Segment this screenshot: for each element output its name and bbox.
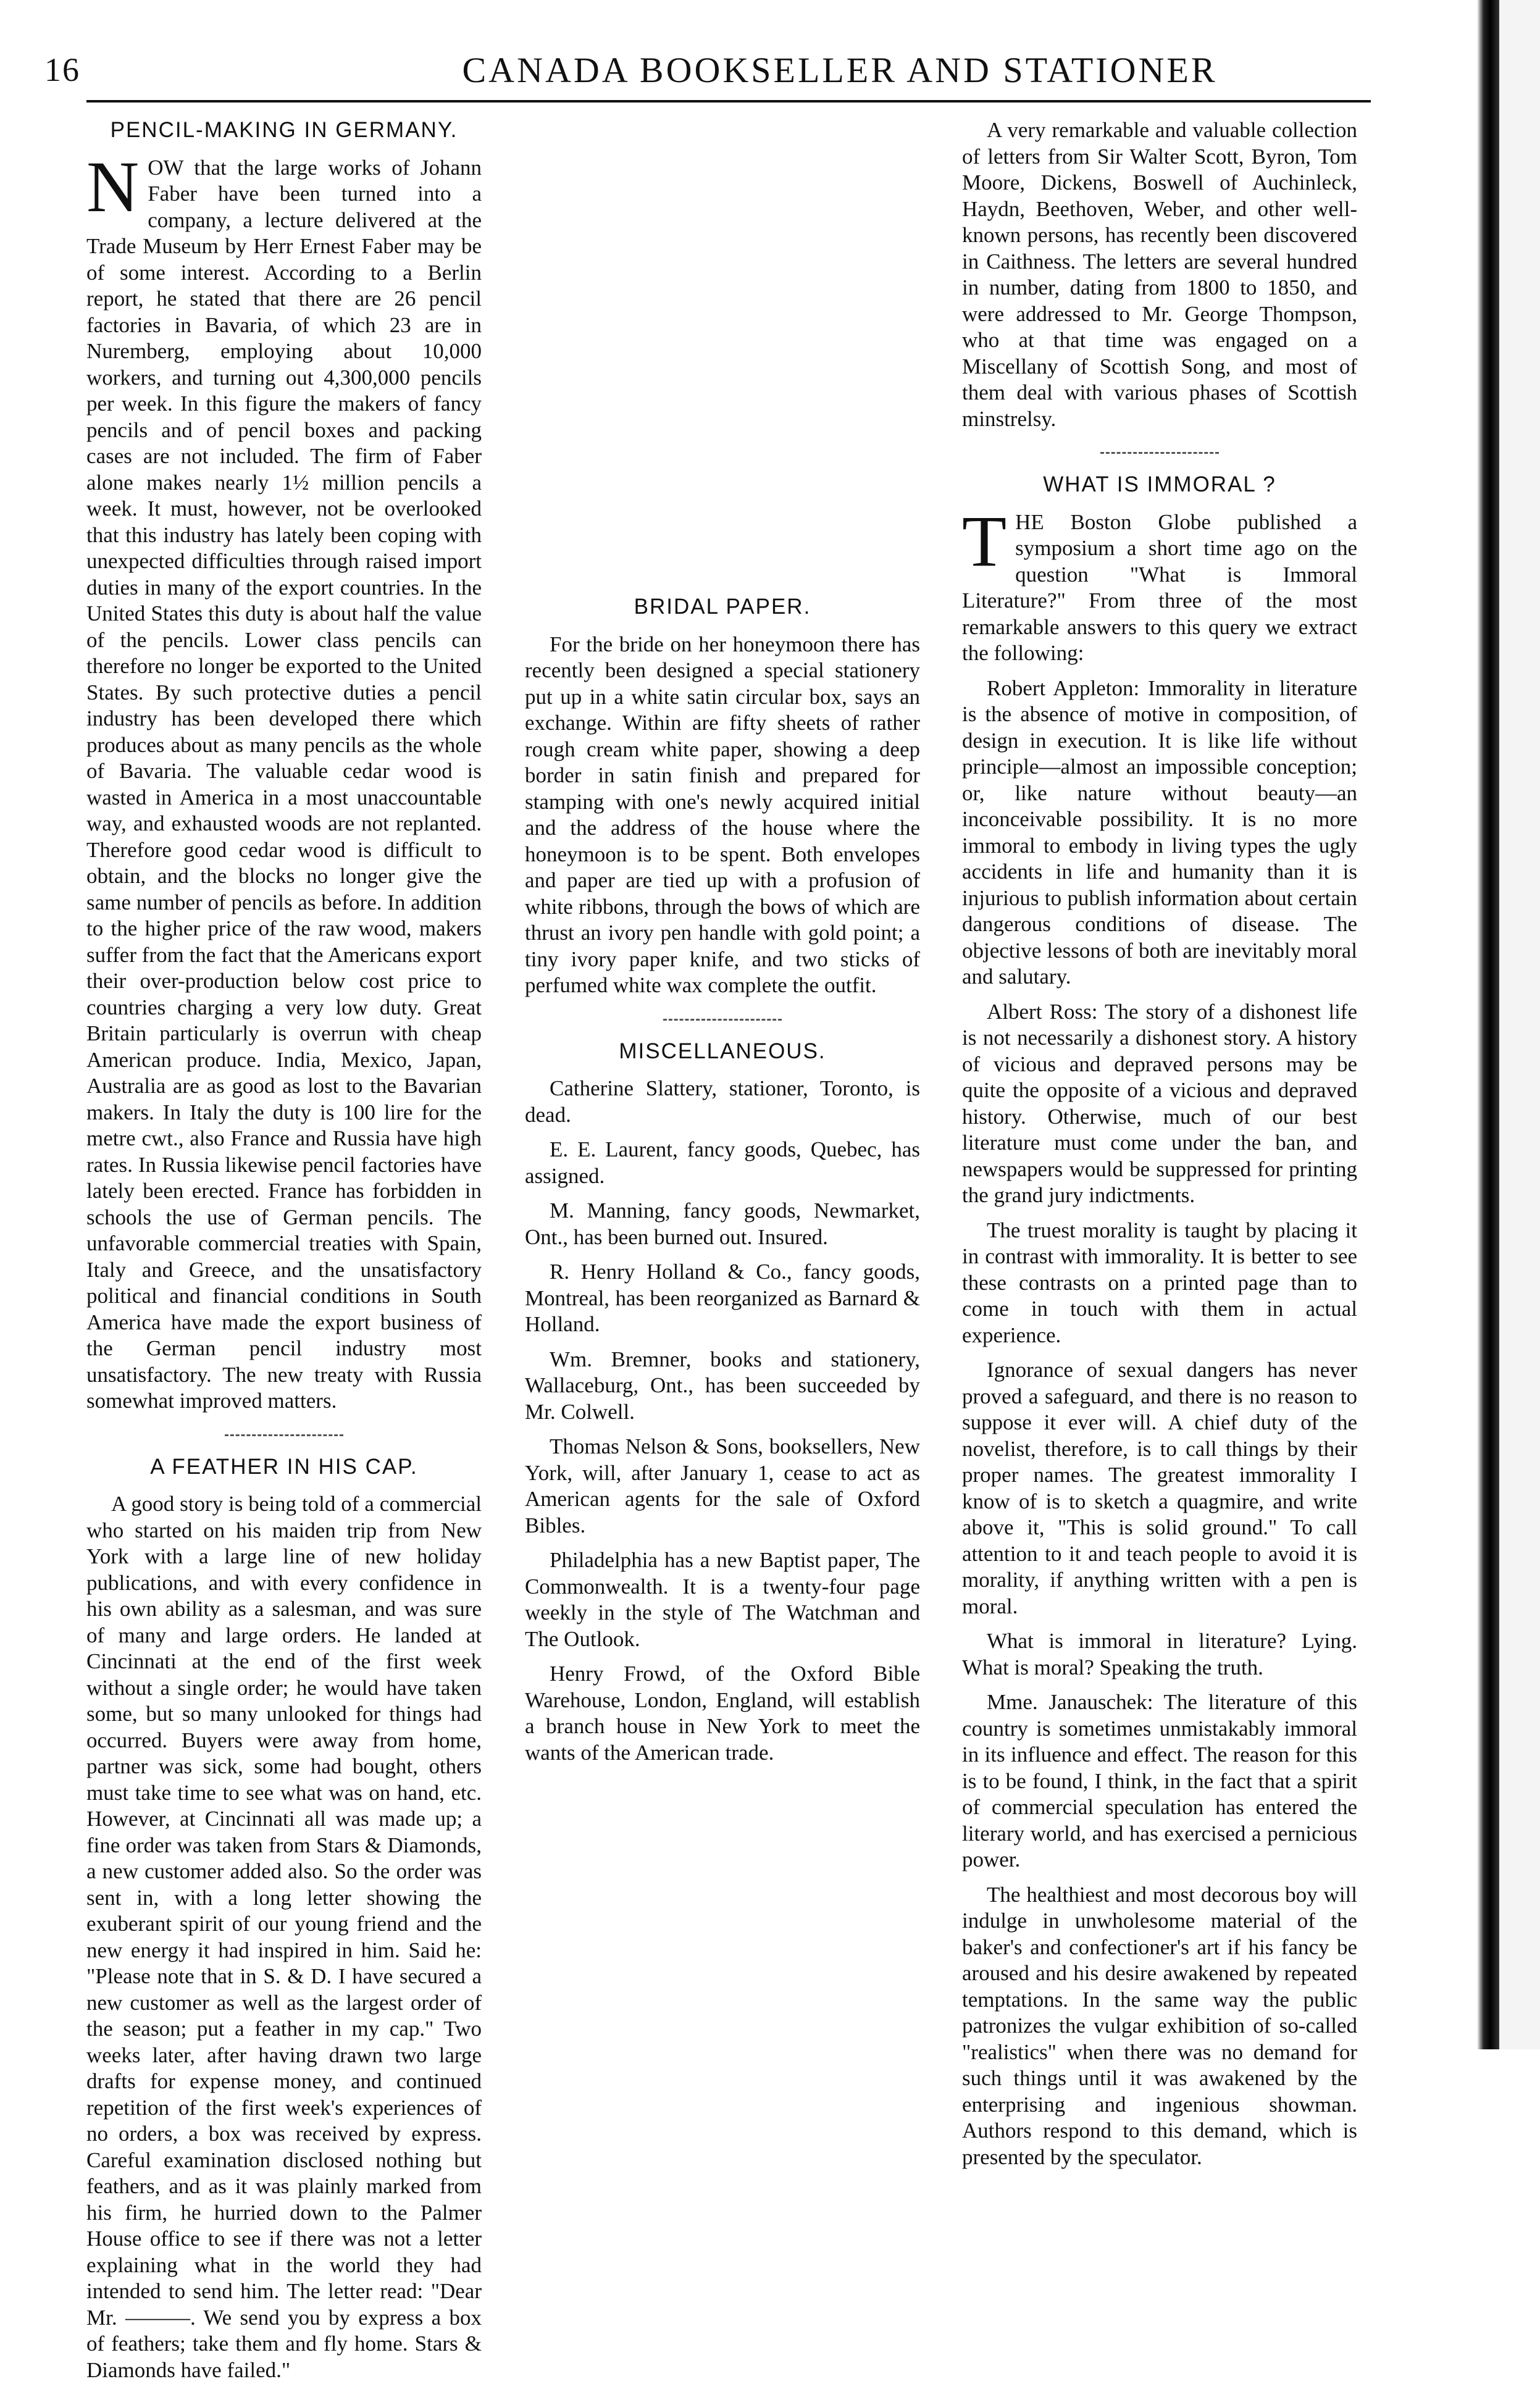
- article-paragraph: [962, 500, 1357, 667]
- drop-cap: T: [962, 500, 1007, 582]
- page-number: 16: [44, 51, 80, 88]
- article-title-feather: A FEATHER IN HIS CAP.: [150, 1454, 418, 1479]
- paragraph-text: HE Boston Globe published a symposium a short time ago on the question "What is Immoral Literature?" From three of the most remarkable answers to this query we extract the following:: [962, 509, 1357, 665]
- misc-item: Thomas Nelson & Sons, booksellers, New York, will, after January 1, cease to act as American agents for the sale of Oxford Bibles.: [525, 1434, 920, 1537]
- misc-item: Henry Frowd, of the Oxford Bible Warehouse, London, England, will establish a branch house in New York to meet the wants of the American trade.: [525, 1662, 920, 1765]
- article-paragraph: [86, 146, 482, 1415]
- misc-item: Philadelphia has a new Baptist paper, The Commonwealth. It is a twenty-four page weekly in the style of The Watchman and The Outlook.: [525, 1548, 920, 1651]
- article-title-what-is-immoral: WHAT IS IMMORAL ?: [1043, 472, 1276, 496]
- column-1: [86, 117, 482, 2392]
- misc-item: R. Henry Holland & Co., fancy goods, Montreal, has been reorganized as Barnard & Holland.: [525, 1260, 920, 1336]
- section-divider: [86, 1423, 482, 1448]
- article-paragraph: Albert Ross: The story of a dishonest life is not necessarily a dishonest story. A history of vicious and depraved persons may be quite the opposite of a vicious and depraved history. Otherwise, much of our best literature must come under the ban, and newspapers would be suppressed for printing the grand jury indictments.: [962, 999, 1357, 1207]
- running-title: CANADA BOOKSELLER AND STATIONER: [462, 50, 1218, 90]
- article-paragraph: Ignorance of sexual dangers has never proved a safeguard, and there is no reason to suppose it ever will. A chief duty of the novelist, therefore, is to call things by their proper names. The greatest immorality I know of is to sketch a quagmire, and write above it, "This is solid ground." To call attention to it and teach people to avoid it is morality, if anything written with a pen is moral.: [962, 1358, 1357, 1618]
- misc-item: Catherine Slattery, stationer, Toronto, is dead.: [525, 1076, 920, 1127]
- article-title-pencil-making: PENCIL-MAKING IN GERMANY.: [110, 118, 458, 142]
- article-paragraph: The truest morality is taught by placing it in contrast with immorality. It is better to see these contrasts on a printed page than to come in touch with them in actual experience.: [962, 1218, 1357, 1347]
- misc-item: Wm. Bremner, books and stationery, Wallaceburg, Ont., has been succeeded by Mr. Colwell.: [525, 1347, 920, 1424]
- page-margin: [1499, 0, 1540, 2049]
- misc-item: M. Manning, fancy goods, Newmarket, Ont., has been burned out. Insured.: [525, 1198, 920, 1249]
- column-2: [525, 117, 920, 1775]
- misc-item: A very remarkable and valuable collection of letters from Sir Walter Scott, Byron, Tom Moore, Dickens, Boswell of Auchinleck, Haydn, Beethoven, Weber, and other well-known persons, has recently been discovered in Caithness. The letters are several hundred in number, dating from 1800 to 1850, and were addressed to Mr. George Thompson, who at that time was engaged on a Miscellany of Scottish Song, and most of them deal with various phases of Scottish minstrelsy.: [962, 118, 1357, 431]
- section-divider: [962, 441, 1357, 466]
- article-title-bridal-paper: BRIDAL PAPER.: [634, 595, 811, 619]
- article-paragraph: For the bride on her honeymoon there has recently been designed a special stationery put up in a white satin circular box, says an exchange. Within are fifty sheets of rather rough cream white paper, showing a deep border in satin finish and prepared for stamping with one's newly acquired initial and the address of the house where the honeymoon is to be spent. Both envelopes and paper are tied up with a profusion of white ribbons, through the bows of which are thrust an ivory pen handle with gold point; a tiny ivory paper knife, and two sticks of perfumed white wax complete the outfit.: [525, 632, 920, 997]
- page-edge-scan-shadow: [1477, 0, 1499, 2049]
- article-paragraph: The healthiest and most decorous boy will indulge in unwholesome material of the baker's and confectioner's art if his fancy be aroused and his desire awakened by repeated temptations. In the same way the public patronizes the vulgar exhibition of so-called "realistics" when there was no demand for such things until it was awakened by the enterprising and ingenious showman. Authors respond to this demand, which is presented by the speculator.: [962, 1882, 1357, 2169]
- misc-item: E. E. Laurent, fancy goods, Quebec, has assigned.: [525, 1137, 920, 1188]
- article-paragraph: Robert Appleton: Immorality in literature is the absence of motive in composition, of design in execution. It is like life without principle—almost an impossible conception; or, like nature without beauty—an inconceivable possibility. It is no more immoral to embody in living types the ugly accidents in life and humanity than it is injurious to publish information about certain dangerous conditions of disease. The objective lessons of both are inevitably moral and salutary.: [962, 675, 1357, 989]
- section-divider: [525, 1008, 920, 1032]
- drop-cap: N: [86, 146, 140, 227]
- column-3: [962, 117, 1357, 2179]
- article-paragraph: A good story is being told of a commercial who started on his maiden trip from New York with a large line of new holiday publications, and with every confidence in his own ability as a salesman, and was sure of many and large orders. He landed at Cincinnati at the end of the first week without a single order; he would have taken some, but so many unlooked for things had occurred. Buyers were away from home, partner was sick, some had bought, others must take time to see what was on hand, etc. However, at Cincinnati all was made up; a fine order was taken from Stars & Diamonds, a new customer added also. So the order was sent in, with a long letter showing the exuberant spirit of our young friend and the new energy it had inspired in him. Said he: "Please note that in S. & D. I have secured a new customer as well as the largest order of the season; put a feather in my cap." Two weeks later, after having drawn two large drafts for expense money, and continued repetition of the first week's experiences of no orders, a box was received by express. Careful examination disclosed nothing but feathers, and as it was plainly marked from his firm, he hurried down to the Palmer House office to see if there was not a letter explaining what in the world they had intended to send him. The letter read: "Dear Mr. ———. We send you by express a box of feathers; take them and fly home. Stars & Diamonds have failed.": [86, 1492, 482, 2382]
- paragraph-text: OW that the large works of Johann Faber have been turned into a company, a lecture delivered at the Trade Museum by Herr Ernest Faber may be of some interest. According to a Berlin report, he stated that there are 26 pencil factories in Bavaria, of which 23 are in Nuremberg, employing about 10,000 workers, and turning out 4,300,000 pencils per week. In this figure the makers of fancy pencils and of pencil boxes and packing cases are not included. The firm of Faber alone makes nearly 1½ million pencils a week. It must, however, not be overlooked that this industry has lately been coping with unexpected difficulties through raised import duties in many of the export countries. In the United States this duty is about half the value of the pencils. Lower class pencils can therefore no longer be exported to the United States. By such protective duties a pencil industry has been developed there which produces about as many pencils as the whole of Bavaria. The valuable cedar wood is wasted in America in a most unaccountable way, and exhausted woods are not replanted. Therefore good cedar wood is difficult to obtain, and the blocks no longer give the same number of pencils as before. In addition to the higher price of the raw wood, makers suffer from the fact that the Americans export their over-production below cost price to countries charging a very low duty. Great Britain particularly is overrun with cheap American produce. India, Mexico, Japan, Australia are as good as lost to the Bavarian makers. In Italy the duty is 100 lire for the metre cwt., also France and Russia have high rates. In Russia likewise pencil factories have lately been erected. France has forbidden in schools the use of German pencils. The unfavorable commercial treaties with Spain, Italy and Greece, and the unsatisfactory political and financial conditions in South America have made the export business of the German pencil industry most unsatisfactory. The new treaty with Russia somewhat improved matters.: [86, 155, 482, 1413]
- article-title-miscellaneous: MISCELLANEOUS.: [619, 1039, 826, 1063]
- article-paragraph: Mme. Janauschek: The literature of this country is sometimes unmistakably immoral in its influence and effect. The reason for this is to be found, I think, in the fact that a spirit of commercial speculation has entered the literary world, and has exercised a pernicious power.: [962, 1690, 1357, 1871]
- article-paragraph: What is immoral in literature? Lying. What is moral? Speaking the truth.: [962, 1629, 1357, 1679]
- header-rule: [86, 100, 1371, 102]
